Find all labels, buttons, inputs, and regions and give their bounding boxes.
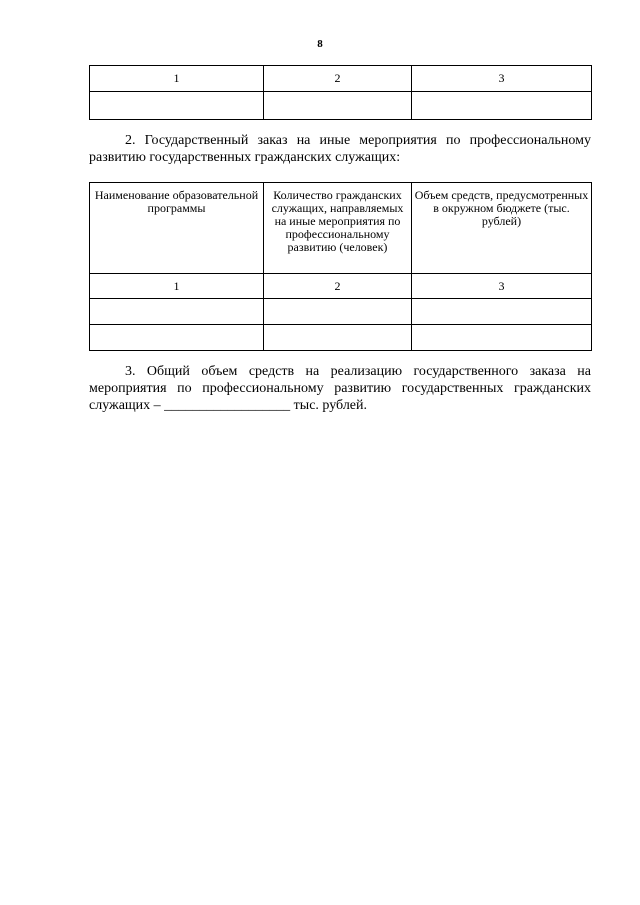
column-number-cell: 1	[90, 66, 264, 92]
table-row	[90, 299, 592, 325]
column-number-cell: 2	[264, 274, 412, 299]
header-program-name: Наименование образовательной программы	[90, 183, 264, 274]
state-order-table	[89, 182, 592, 351]
table-cell	[264, 92, 412, 120]
table-cell	[412, 92, 592, 120]
column-number-cell: 3	[412, 274, 592, 299]
section-3-text: 3. Общий объем средств на реализацию государственного заказа на мероприятия по профессиональному развитию государственных гражданских служащих – __________________ тыс. рублей.	[89, 364, 591, 413]
table-header-row	[90, 183, 592, 274]
column-number-cell: 3	[412, 66, 592, 92]
table-cell	[412, 299, 592, 325]
table-row	[90, 92, 592, 120]
header-budget-amount: Объем средств, предусмотренных в окружном бюджете (тыс. рублей)	[412, 183, 592, 274]
table-cell	[264, 325, 412, 351]
section-3-paragraph	[89, 363, 591, 414]
column-number-cell: 2	[264, 66, 412, 92]
continuation-table	[89, 65, 592, 120]
table-cell	[90, 325, 264, 351]
column-number-row	[90, 274, 592, 299]
table-cell	[90, 299, 264, 325]
table-cell	[264, 299, 412, 325]
header-employee-count: Количество гражданских служащих, направляемых на иные мероприятия по профессиональному развитию (человек)	[264, 183, 412, 274]
column-number-row	[90, 66, 592, 92]
section-2-paragraph	[89, 132, 591, 166]
table-row	[90, 325, 592, 351]
table-cell	[90, 92, 264, 120]
section-2-text: 2. Государственный заказ на иные мероприятия по профессиональному развитию государственных гражданских служащих:	[89, 133, 591, 165]
table-cell	[412, 325, 592, 351]
column-number-cell: 1	[90, 274, 264, 299]
page-number: 8	[317, 38, 323, 50]
